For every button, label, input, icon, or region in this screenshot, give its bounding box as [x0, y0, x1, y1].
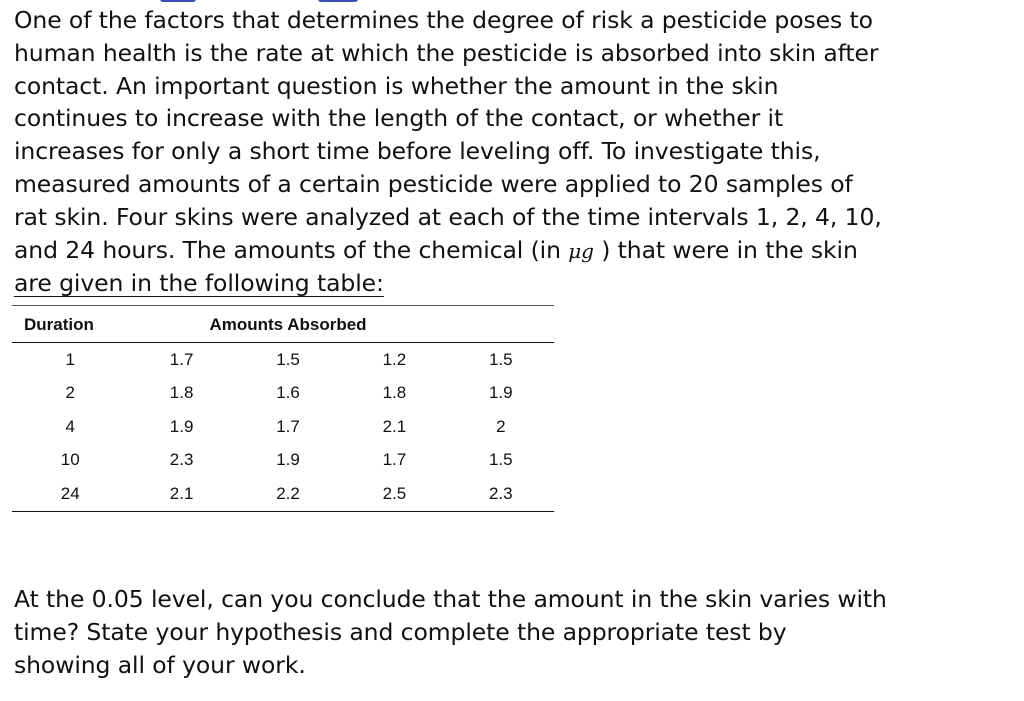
question-line: showing all of your work. — [14, 650, 306, 679]
intro-line: One of the factors that determines the degree of risk a pesticide poses to — [14, 6, 873, 34]
table-row — [12, 444, 554, 478]
problem-intro-paragraph — [14, 4, 1014, 300]
table-header-row — [12, 308, 554, 343]
duration-cell: 10 — [60, 450, 80, 470]
question-line: time? State your hypothesis and complete the appropriate test by — [14, 617, 787, 646]
intro-line: increases for only a short time before leveling off. To investigate this, — [14, 137, 821, 166]
amount-cell: 2.1 — [382, 416, 407, 436]
amount-cell: 2.2 — [235, 477, 341, 511]
duration-cell: 24 — [12, 477, 128, 511]
amount-cell: 1.5 — [488, 349, 513, 369]
cropped-heading-mark-left — [160, 0, 196, 2]
table-row — [12, 343, 554, 377]
amount-cell: 1.8 — [382, 383, 407, 403]
intro-line-units — [14, 234, 1014, 268]
table-row — [12, 377, 554, 411]
question-paragraph — [14, 583, 1014, 681]
amount-cell: 1.9 — [276, 450, 300, 470]
amount-cell: 1.7 — [276, 416, 300, 436]
amount-cell: 1.7 — [382, 450, 407, 470]
table-row — [12, 410, 554, 444]
amount-cell: 1.2 — [382, 349, 407, 369]
intro-line: rat skin. Four skins were analyzed at each of the time intervals 1, 2, 4, 10, — [14, 202, 882, 231]
amount-cell: 1.9 — [488, 383, 513, 403]
table-row — [12, 477, 554, 511]
duration-cell: 4 — [65, 416, 75, 436]
absorption-data-table — [12, 308, 554, 512]
amount-cell: 2.1 — [128, 477, 234, 511]
amount-cell: 2 — [496, 416, 506, 436]
amount-cell: 1.5 — [488, 450, 513, 470]
amount-cell: 1.8 — [169, 383, 194, 403]
intro-line: measured amounts of a certain pesticide were applied to 20 samples of — [14, 169, 853, 198]
header-empty — [448, 308, 554, 343]
duration-cell: 2 — [65, 383, 75, 403]
amount-cell: 1.9 — [169, 416, 194, 436]
table-intro-line: are given in the following table: — [14, 269, 384, 298]
intro-line-units-before: and 24 hours. The amounts of the chemical (in — [14, 235, 569, 264]
amount-cell: 1.5 — [276, 349, 300, 369]
intro-line: continues to increase with the length of the contact, or whether it — [14, 104, 784, 133]
header-duration: Duration — [12, 308, 128, 343]
question-line: At the 0.05 level, can you conclude that the amount in the skin varies with — [14, 585, 887, 613]
amount-cell: 2.3 — [169, 450, 194, 470]
intro-line: human health is the rate at which the pesticide is absorbed into skin after — [14, 38, 879, 67]
amount-cell: 1.7 — [169, 349, 194, 369]
amount-cell: 2.5 — [341, 477, 447, 511]
intro-line: contact. An important question is whether the amount in the skin — [14, 71, 779, 100]
unit-symbol: μg — [568, 238, 594, 263]
amount-cell: 2.3 — [448, 477, 554, 511]
cropped-heading-mark-right — [318, 0, 358, 2]
table-top-rule — [12, 305, 554, 306]
duration-cell: 1 — [65, 349, 75, 369]
header-amounts-absorbed: Amounts Absorbed — [128, 308, 447, 343]
intro-line-units-after: ) that were in the skin — [593, 235, 858, 264]
amount-cell: 1.6 — [276, 383, 300, 403]
